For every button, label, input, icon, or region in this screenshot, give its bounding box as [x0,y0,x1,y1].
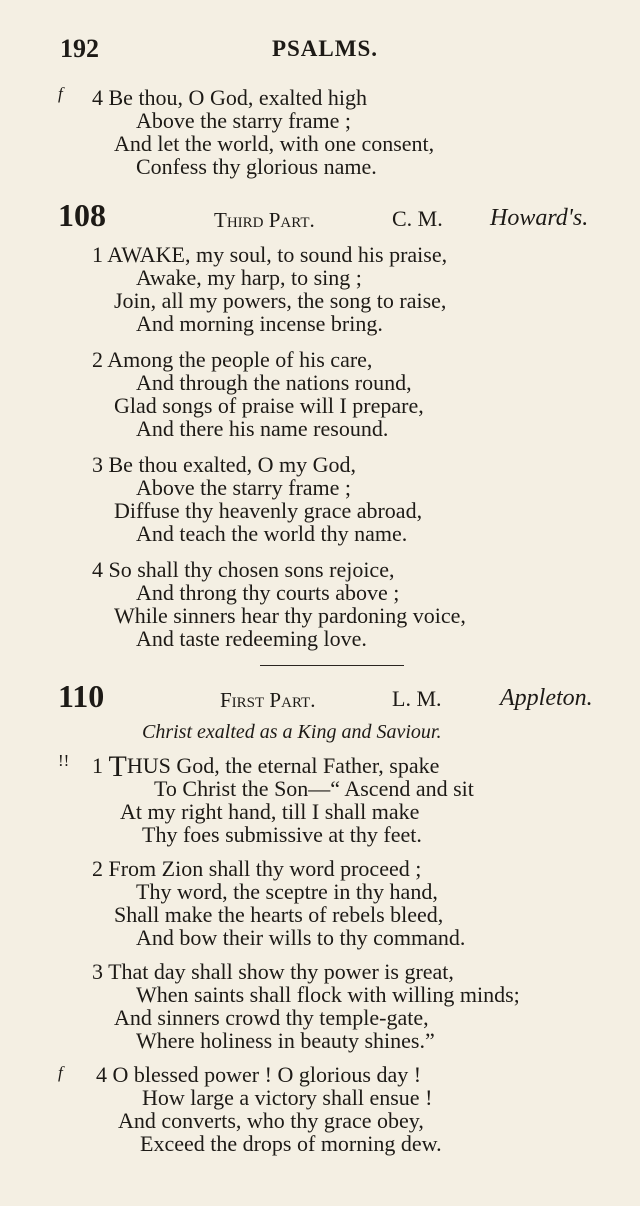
hymn-meter: C. M. [392,206,443,231]
verse-line: At my right hand, till I shall make [120,799,420,824]
verse-line: And teach the world thy name. [136,521,408,546]
running-title: PSALMS. [271,36,379,61]
verse-line: And let the world, with one consent, [114,131,435,156]
verse-line: Thy foes submissive at thy feet. [142,822,422,847]
verse-line: 2 Among the people of his care, [92,347,373,372]
verse-line: 4 Be thou, O God, exalted high [92,85,367,110]
tune-name: Howard's. [490,205,589,231]
verse-line: Confess thy glorious name. [136,154,377,179]
verse-line: 2 From Zion shall thy word proceed ; [92,856,422,881]
verse-line: Diffuse thy heavenly grace abroad, [114,498,423,523]
verse-line: Join, all my powers, the song to raise, [114,288,447,313]
verse-line: How large a victory shall ensue ! [142,1085,433,1110]
verse-line: Exceed the drops of morning dew. [140,1131,442,1156]
verse-line: Where holiness in beauty shines.” [136,1028,435,1053]
hymn-part: First Part. [220,688,316,712]
drop-cap: T [108,750,127,783]
verse-line: 4 O blessed power ! O glorious day ! [96,1062,422,1087]
hymn-subtitle: Christ exalted as a King and Saviour. [142,721,442,743]
tune-name: Appleton. [500,685,593,711]
verse-line: 3 Be thou exalted, O my God, [92,452,356,477]
verse-line: And bow their wills to thy command. [136,925,466,950]
hymn-number: 108 [58,197,106,233]
verse-line: Awake, my harp, to sing ; [136,265,362,290]
stanza-number: 1 [92,753,103,778]
verse-line: 3 That day shall show thy power is great, [92,959,454,984]
verse-line: And converts, who thy grace obey, [118,1108,424,1133]
verse-line: Above the starry frame ; [136,108,352,133]
verse-line: 4 So shall thy chosen sons rejoice, [92,557,395,582]
verse-line: Thy word, the sceptre in thy hand, [136,879,438,904]
dynamic-mark: !! [58,751,70,770]
dynamic-mark: f [58,1063,63,1082]
verse-text: HUS God, the eternal Father, spake [126,753,440,778]
page-number: 192 [60,34,99,63]
verse-line: To Christ the Son—“ Ascend and sit [154,776,474,801]
verse-line: Shall make the hearts of rebels bleed, [114,902,444,927]
verse-line: Glad songs of praise will I prepare, [114,393,424,418]
verse-line [92,750,440,783]
verse-line: And morning incense bring. [136,311,383,336]
verse-line: And sinners crowd thy temple-gate, [114,1005,429,1030]
verse-line: While sinners hear thy pardoning voice, [114,603,466,628]
verse-line: And there his name resound. [136,416,389,441]
hymn-number: 110 [58,678,105,714]
hymn-part: Third Part. [214,208,315,232]
verse-line: And taste redeeming love. [136,626,367,651]
verse-line: And throng thy courts above ; [136,580,400,605]
dynamic-mark: f [58,84,63,103]
verse-line: When saints shall flock with willing minds; [136,982,520,1007]
verse-line: 1 AWAKE, my soul, to sound his praise, [92,242,448,267]
hymn-meter: L. M. [392,686,442,711]
section-divider [260,665,404,666]
verse-line: Above the starry frame ; [136,475,352,500]
verse-line: And through the nations round, [136,370,412,395]
page-header [60,34,590,74]
